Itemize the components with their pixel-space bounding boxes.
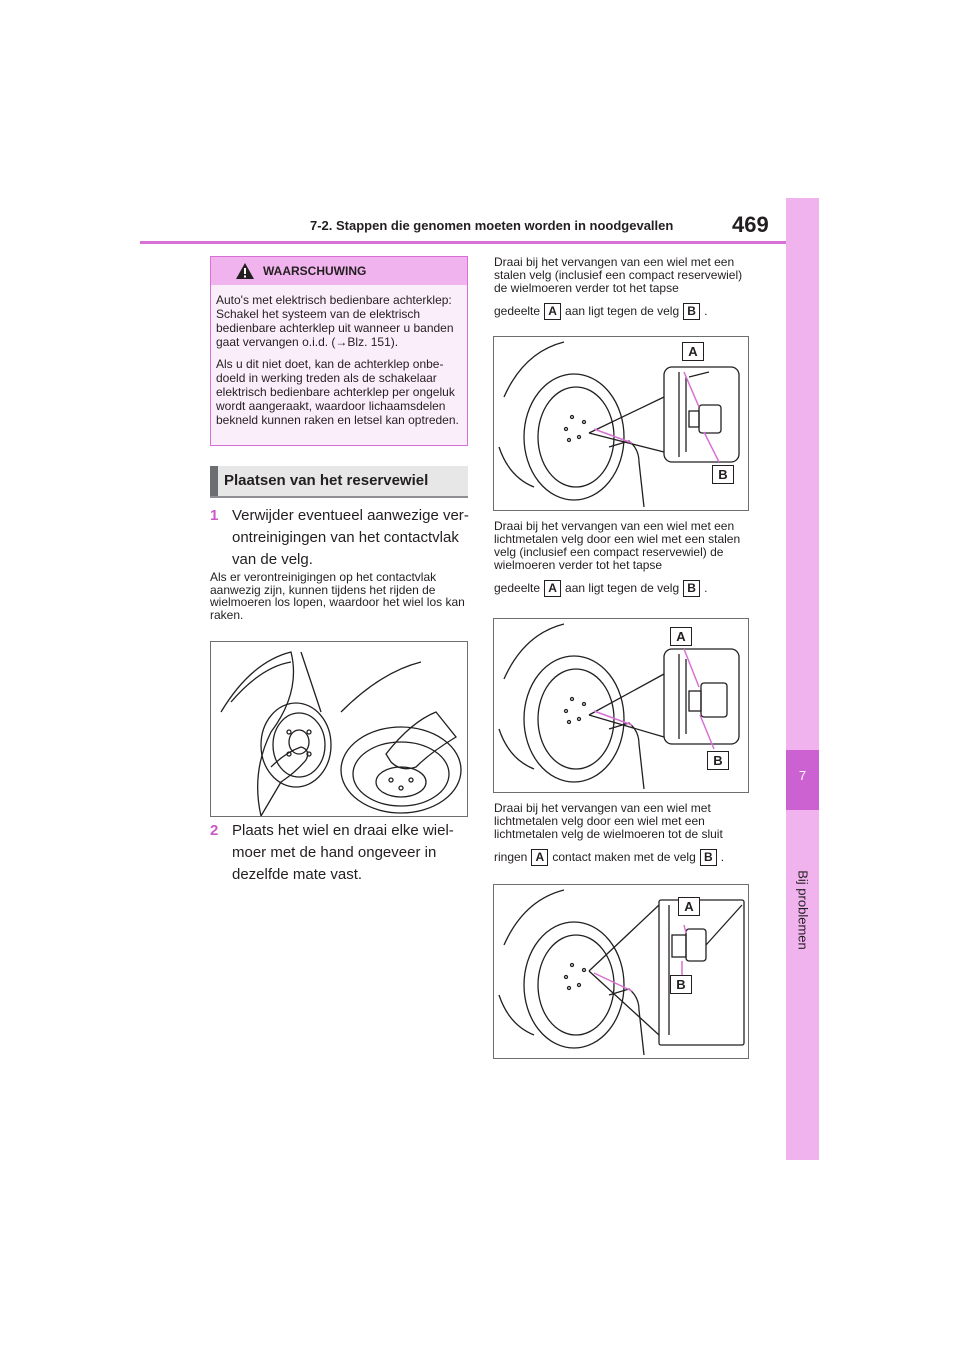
steel-wheel-nut-illustration bbox=[494, 337, 748, 510]
warning-box bbox=[210, 256, 468, 446]
section-heading bbox=[210, 466, 468, 496]
label-a-inline: A bbox=[544, 303, 561, 320]
warning-header bbox=[211, 257, 467, 285]
section-heading-bar bbox=[210, 466, 218, 496]
figure-label-b: B bbox=[670, 975, 692, 994]
header-rule bbox=[140, 241, 790, 244]
figure-clean-wheel-hub bbox=[210, 641, 468, 817]
label-a-inline: A bbox=[531, 849, 548, 866]
period: . bbox=[720, 850, 725, 864]
label-b-inline: B bbox=[683, 580, 700, 597]
step-1-note: Als er verontreinigingen op het contactvlak aanwezig zijn, kunnen tijdens het rijden de wielmoeren los lopen, waardoor het wiel los kan raken. bbox=[210, 570, 465, 622]
label-a-inline: A bbox=[544, 580, 561, 597]
paragraph-line-with-labels bbox=[494, 847, 752, 867]
figure-steel-wheel-nut bbox=[493, 336, 749, 511]
paragraph-text: Draai bij het vervangen van een wiel met een stalen velg (inclusief een compact reservewiel) de wielmoeren verder tot het tapse bbox=[494, 255, 743, 295]
chapter-side-tab bbox=[786, 198, 819, 1160]
step-text: Verwijder eventueel aanwezige verontreinigingen van het contactvlak van de velg. bbox=[232, 507, 469, 568]
figure-label-a: A bbox=[678, 897, 700, 916]
paragraph-alloy-to-steel bbox=[494, 520, 752, 598]
step-number: 2 bbox=[210, 822, 219, 839]
chapter-title-vertical bbox=[780, 860, 826, 960]
period: . bbox=[704, 304, 708, 318]
label-b-inline: B bbox=[700, 849, 717, 866]
paragraph-alloy-to-alloy bbox=[494, 802, 752, 867]
clean-wheel-illustration bbox=[211, 642, 467, 816]
section-heading-text: Plaatsen van het reservewiel bbox=[224, 472, 429, 489]
figure-label-b: B bbox=[712, 465, 734, 484]
paragraph-fragment: gedeelte bbox=[494, 304, 541, 318]
step-text: Plaats het wiel en draai elke wielmoer met de hand ongeveer in dezelfde mate vast. bbox=[232, 822, 454, 883]
figure-alloy-to-steel-nut bbox=[493, 618, 749, 793]
chapter-title: Bij problemen bbox=[795, 870, 811, 950]
warning-triangle-icon bbox=[235, 262, 255, 280]
paragraph-fragment: aan ligt tegen de velg bbox=[565, 304, 680, 318]
step-2 bbox=[210, 820, 468, 886]
page-number: 469 bbox=[732, 212, 769, 237]
paragraph-steel-wheel bbox=[494, 256, 752, 321]
label-b-inline: B bbox=[683, 303, 700, 320]
section-title: 7-2. Stappen die genomen moeten worden in noodgevallen bbox=[310, 218, 674, 233]
paragraph-text: Draai bij het vervangen van een wiel met een lichtmetalen velg door een wiel met een stalen velg (inclusief een compact reservewiel) de wielmoeren verder tot het tapse bbox=[494, 519, 741, 572]
section-heading-rule bbox=[210, 496, 468, 498]
warning-paragraph-1: Auto's met elektrisch bedienbare achterklep: Schakel het systeem van de elektrisch bedienbare achterklep uit wanneer u banden gaat vervangen o.i.d. (→Blz. 151). bbox=[216, 293, 454, 349]
paragraph-line-with-labels bbox=[494, 301, 752, 321]
chapter-number: 7 bbox=[798, 768, 807, 783]
step-1 bbox=[210, 505, 468, 571]
paragraph-fragment: gedeelte bbox=[494, 581, 541, 595]
figure-label-a: A bbox=[682, 342, 704, 361]
warning-title: WAARSCHUWING bbox=[263, 264, 367, 278]
paragraph-fragment: ringen bbox=[494, 850, 528, 864]
figure-label-b: B bbox=[707, 751, 729, 770]
paragraph-fragment: contact maken met de velg bbox=[552, 850, 696, 864]
figure-label-a: A bbox=[670, 627, 692, 646]
paragraph-line-with-labels bbox=[494, 578, 752, 598]
alloy-to-alloy-nut-illustration bbox=[494, 885, 748, 1058]
paragraph-fragment: aan ligt tegen de velg bbox=[565, 581, 680, 595]
period: . bbox=[704, 581, 708, 595]
paragraph-text: Draai bij het vervangen van een wiel met lichtmetalen velg door een wiel met een lichtmetalen velg de wielmoeren tot de sluit bbox=[494, 801, 723, 841]
figure-alloy-to-alloy-nut bbox=[493, 884, 749, 1059]
warning-paragraph-2: Als u dit niet doet, kan de achterklep onbedoeld in werking treden als de schakelaar elektrisch bedienbare achterklep per ongeluk wordt aangeraakt, waardoor lichaamsdelen bekneld kunnen raken en letsel kan optreden. bbox=[216, 357, 459, 427]
step-number: 1 bbox=[210, 507, 219, 524]
